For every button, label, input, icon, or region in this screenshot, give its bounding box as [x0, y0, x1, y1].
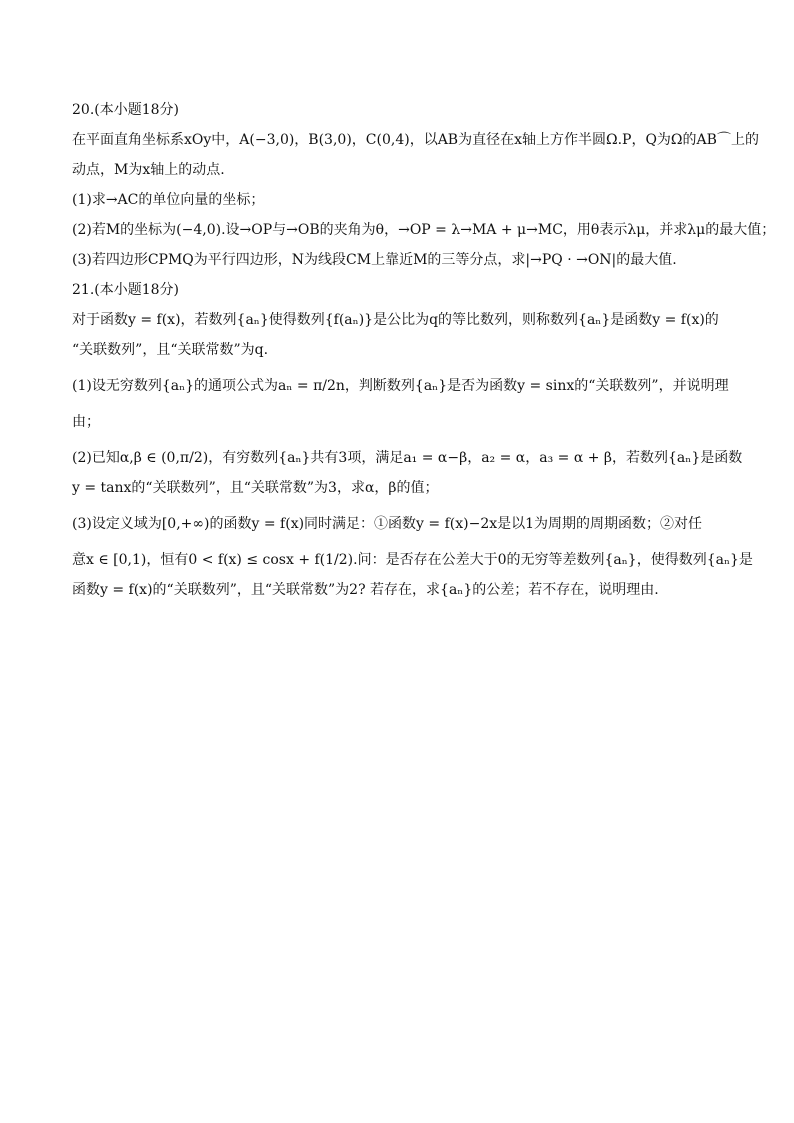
problem-20-points: (本小题18分)	[94, 102, 180, 118]
problem-21-line-2: “关联数列”，且“关联常数”为q.	[72, 342, 269, 358]
problem-21-part-3-cont-1: 意x ∈ [0,1)，恒有0 < f(x) ≤ cosx + f(1/2).问：是否存在公差大于0的无穷等差数列{aₙ}，使得数列{aₙ}是	[72, 552, 753, 568]
problem-20-part-1: (1)求→AC的单位向量的坐标；	[72, 192, 265, 208]
problem-20-part-2: (2)若M的坐标为(−4,0).设→OP与→OB的夹角为θ，→OP = λ→MA + μ→MC，用θ表示λμ，并求λμ的最大值；	[72, 222, 776, 238]
exam-page	[72, 100, 776, 600]
problem-21-part-3: (3)设定义域为[0,+∞)的函数y = f(x)同时满足：①函数y = f(x)−2x是以1为周期的周期函数；②对任	[72, 516, 703, 532]
problem-21-part-3-cont-2: 函数y = f(x)的“关联数列”，且“关联常数”为2? 若存在，求{aₙ}的公差；若不存在，说明理由.	[72, 582, 659, 598]
problem-21-points: (本小题18分)	[94, 282, 180, 298]
problem-20-part-3: (3)若四边形CPMQ为平行四边形，N为线段CM上靠近M的三等分点，求|→PQ · →ON|的最大值.	[72, 252, 677, 268]
problem-21-header	[72, 280, 722, 300]
problem-20-line-1: 在平面直角坐标系xOy中，A(−3,0)，B(3,0)，C(0,4)，以AB为直径在x轴上方作半圆Ω.P，Q为Ω的AB⌒上的	[72, 132, 759, 148]
problem-20-header	[72, 100, 722, 120]
problem-21-part-1: (1)设无穷数列{aₙ}的通项公式为aₙ = π/2n，判断数列{aₙ}是否为函数y = sinx的“关联数列”，并说明理	[72, 378, 729, 394]
problem-21-number: 21.	[72, 282, 95, 298]
problem-21-part-1-cont: 由；	[72, 414, 100, 430]
problem-20-number: 20.	[72, 102, 95, 118]
problem-21-part-2-cont: y = tanx的“关联数列”，且“关联常数”为3，求α，β的值；	[72, 480, 439, 496]
problem-20-line-2: 动点，M为x轴上的动点.	[72, 162, 225, 178]
problem-21-line-1: 对于函数y = f(x)，若数列{aₙ}使得数列{f(aₙ)}是公比为q的等比数列，则称数列{aₙ}是函数y = f(x)的	[72, 312, 719, 328]
problem-21-part-2: (2)已知α,β ∈ (0,π/2)，有穷数列{aₙ}共有3项，满足a₁ = α−β，a₂ = α，a₃ = α + β，若数列{aₙ}是函数	[72, 450, 743, 466]
